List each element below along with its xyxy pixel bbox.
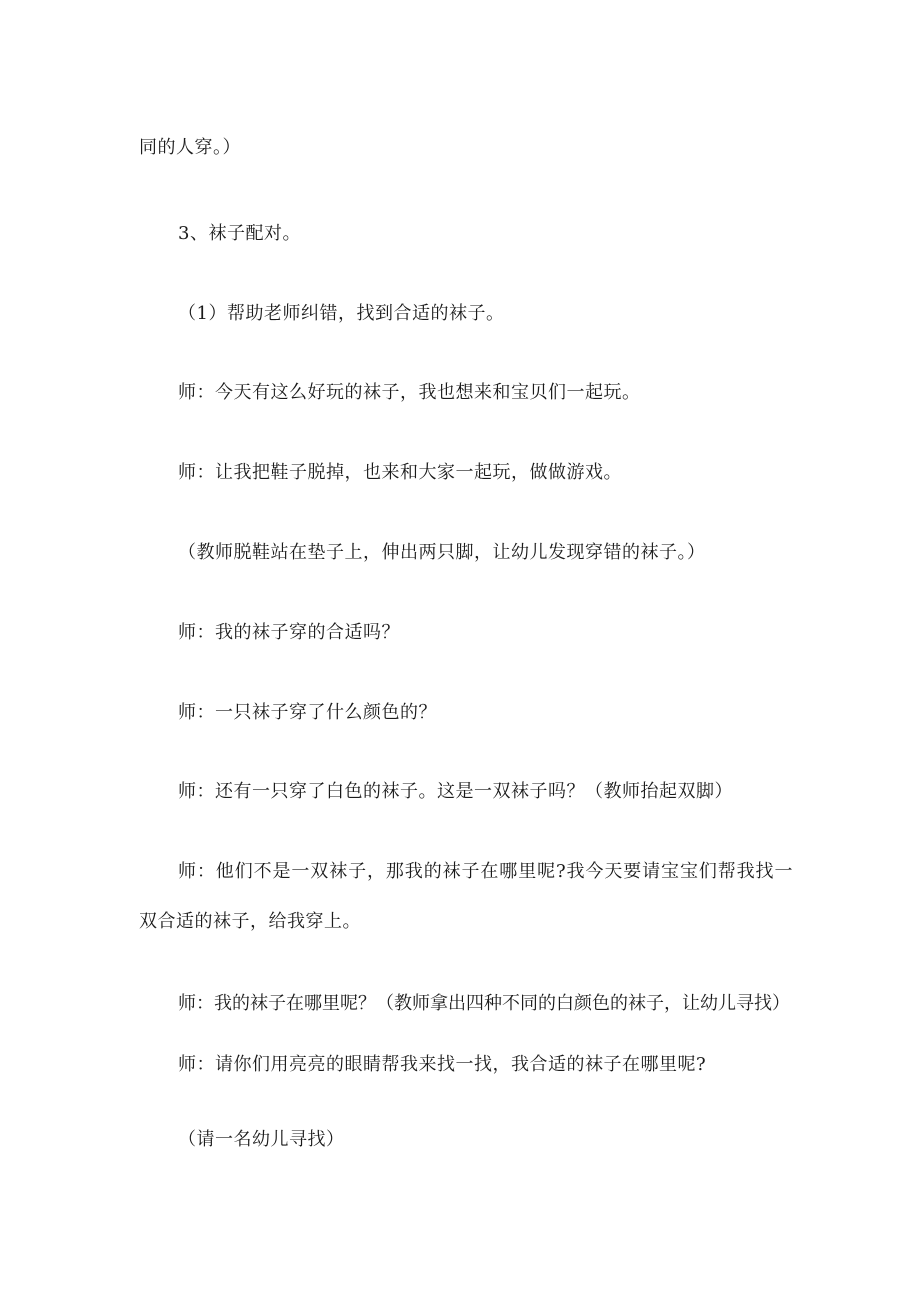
subsection-heading: （1）帮助老师纠错，找到合适的袜子。	[178, 303, 505, 324]
paragraph-line: 双合适的袜子，给我穿上。	[139, 911, 361, 932]
paragraph-line: （教师脱鞋站在垫子上，伸出两只脚，让幼儿发现穿错的袜子。）	[178, 542, 706, 563]
paragraph-line: 同的人穿。）	[139, 137, 241, 158]
paragraph-line: 师：他们不是一双袜子，那我的袜子在哪里呢?我今天要请宝宝们帮我找一	[178, 861, 794, 882]
paragraph-line: 师：请你们用亮亮的眼睛帮我来找一找，我合适的袜子在哪里呢?	[178, 1054, 707, 1075]
paragraph-line: 师：让我把鞋子脱掉，也来和大家一起玩，做做游戏。	[178, 462, 622, 483]
paragraph-line: 师：我的袜子在哪里呢？（教师拿出四种不同的白颜色的袜子，让幼儿寻找）	[178, 993, 790, 1014]
paragraph-line: 师：一只袜子穿了什么颜色的？	[178, 702, 437, 723]
paragraph-line: （请一名幼儿寻找）	[178, 1129, 345, 1150]
paragraph-line: 师：我的袜子穿的合适吗？	[178, 622, 400, 643]
section-heading: 3、袜子配对。	[178, 223, 301, 244]
paragraph-line: 师：今天有这么好玩的袜子，我也想来和宝贝们一起玩。	[178, 382, 641, 403]
paragraph-line: 师：还有一只穿了白色的袜子。这是一双袜子吗？（教师抬起双脚）	[178, 781, 733, 802]
